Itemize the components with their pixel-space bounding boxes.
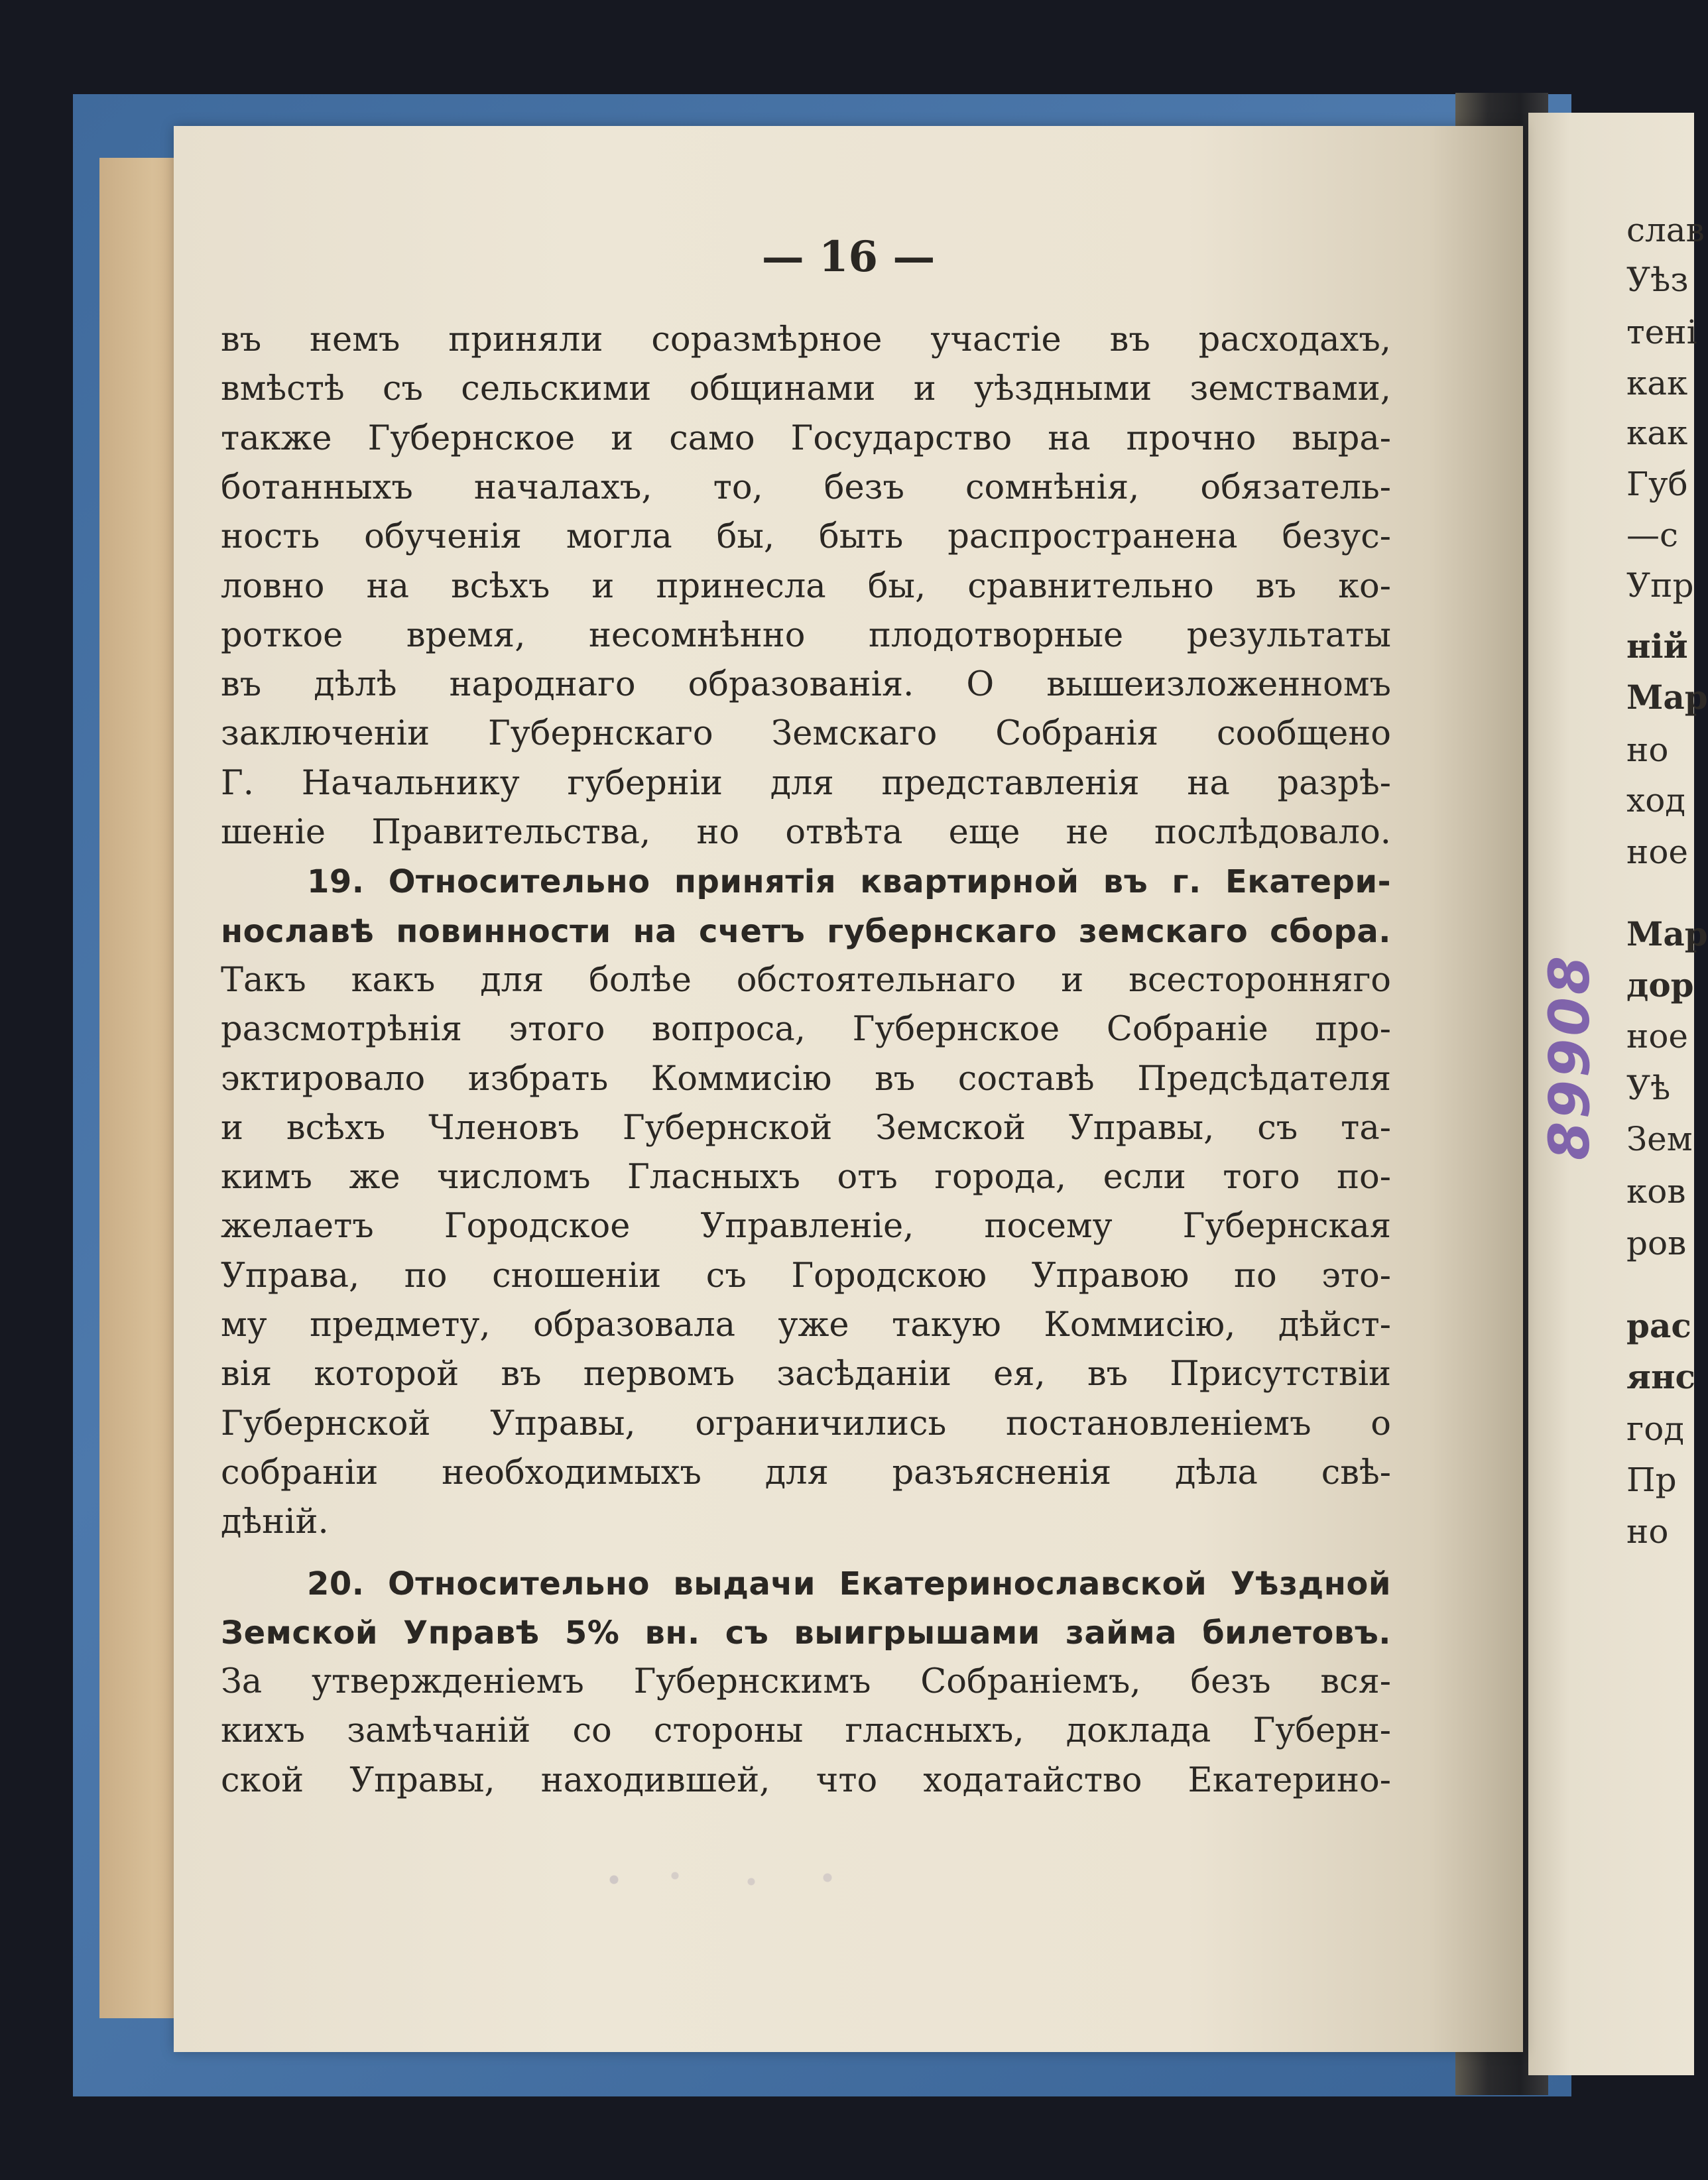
adjacent-page-fragment: Мар — [1626, 678, 1708, 717]
text-line: Г. Начальнику губерніи для представленія на разрѣ- — [221, 764, 1391, 803]
adjacent-page-fragment: как — [1626, 364, 1688, 402]
text-line: также Губернское и само Государство на прочно выра- — [221, 419, 1391, 458]
adjacent-page-fragment: ній — [1626, 627, 1688, 666]
text-line: ботанныхъ началахъ, то, безъ сомнѣнія, обязатель- — [221, 468, 1391, 507]
text-line: въ немъ приняли соразмѣрное участіе въ расходахъ, — [221, 320, 1391, 359]
text-line: Губернской Управы, ограничились постановленіемъ о — [221, 1404, 1391, 1443]
adjacent-page-fragment: слав — [1626, 211, 1705, 249]
text-line: нославѣ повинности на счетъ губернскаго земскаго сбора. — [221, 913, 1391, 950]
adjacent-page-fragment: ход — [1626, 781, 1686, 819]
text-line: Управа, по сношеніи съ Городскою Управою по это- — [221, 1256, 1391, 1296]
adjacent-page-fragment: год — [1626, 1410, 1685, 1448]
adjacent-page-fragment: дор — [1626, 965, 1694, 1004]
text-line: собраніи необходимыхъ для разъясненія дѣла свѣ- — [221, 1453, 1391, 1492]
adjacent-page-fragment: Губ — [1626, 465, 1688, 503]
adjacent-page-fragment: Пр — [1626, 1461, 1677, 1499]
adjacent-page-fragment: но — [1626, 731, 1669, 769]
adjacent-page-fragment: ров — [1626, 1224, 1687, 1262]
text-line: эктировало избрать Коммисію въ составѣ Предсѣдателя — [221, 1060, 1391, 1099]
adjacent-page-fragment: —с — [1626, 516, 1679, 554]
inventory-stamp: 89908 — [1537, 953, 1602, 1160]
text-line: ность обученія могла бы, быть распространена безус- — [221, 517, 1391, 556]
text-line: и всѣхъ Членовъ Губернской Земской Управы, съ та- — [221, 1109, 1391, 1148]
adjacent-page-fragment: ное — [1626, 833, 1689, 871]
text-line: За утвержденіемъ Губернскимъ Собраніемъ, безъ вся- — [221, 1662, 1391, 1701]
text-line: роткое время, несомнѣнно плодотворные результаты — [221, 616, 1391, 655]
adjacent-page-fragment: Уѣз — [1626, 261, 1689, 299]
text-line: Такъ какъ для болѣе обстоятельнаго и всесторонняго — [221, 961, 1391, 1000]
text-line: вмѣстѣ съ сельскими общинами и уѣздными земствами, — [221, 369, 1391, 408]
adjacent-page-fragment: Зем — [1626, 1120, 1693, 1158]
text-line: му предмету, образовала уже такую Коммисію, дѣйст- — [221, 1305, 1391, 1345]
adjacent-page-fragment: но — [1626, 1512, 1669, 1551]
adjacent-page-fragment: рас — [1626, 1306, 1691, 1345]
text-line: 19. Относительно принятія квартирной въ г. Екатери- — [307, 863, 1391, 900]
adjacent-page-fragment: янс — [1626, 1357, 1695, 1396]
text-line: ской Управы, находившей, что ходатайство Екатерино- — [221, 1761, 1391, 1800]
adjacent-page-fragment: Уѣ — [1626, 1069, 1671, 1107]
text-line: желаетъ Городское Управленіе, посему Губернская — [221, 1207, 1391, 1246]
text-line: Земской Управѣ 5% вн. съ выигрышами займа билетовъ. — [221, 1614, 1391, 1652]
adjacent-page-fragment: тені — [1626, 313, 1697, 351]
adjacent-page-fragment: как — [1626, 414, 1688, 452]
text-line: заключеніи Губернскаго Земскаго Собранія сообщено — [221, 714, 1391, 753]
text-line: ловно на всѣхъ и принесла бы, сравнительно въ ко- — [221, 567, 1391, 606]
adjacent-page-fragment: ков — [1626, 1172, 1686, 1211]
adjacent-page-fragment: ное — [1626, 1017, 1689, 1056]
adjacent-page-fragment: Упр — [1626, 566, 1694, 605]
page-number: — 16 — — [761, 232, 936, 282]
text-line: дѣній. — [221, 1502, 329, 1542]
adjacent-page-fragment: Мар — [1626, 914, 1708, 953]
text-line: 20. Относительно выдачи Екатеринославской Уѣздной — [307, 1565, 1391, 1603]
faint-ink-marks — [583, 1860, 888, 1900]
text-line: разсмотрѣнія этого вопроса, Губернское Собраніе про- — [221, 1010, 1391, 1049]
text-line: шеніе Правительства, но отвѣта еще не послѣдовало. — [221, 813, 1391, 852]
text-line: въ дѣлѣ народнаго образованія. О вышеизложенномъ — [221, 665, 1391, 704]
text-line: кихъ замѣчаній со стороны гласныхъ, доклада Губерн- — [221, 1711, 1391, 1750]
text-line: вія которой въ первомъ засѣданіи ея, въ Присутствіи — [221, 1355, 1391, 1394]
text-line: кимъ же числомъ Гласныхъ отъ города, если того по- — [221, 1158, 1391, 1197]
